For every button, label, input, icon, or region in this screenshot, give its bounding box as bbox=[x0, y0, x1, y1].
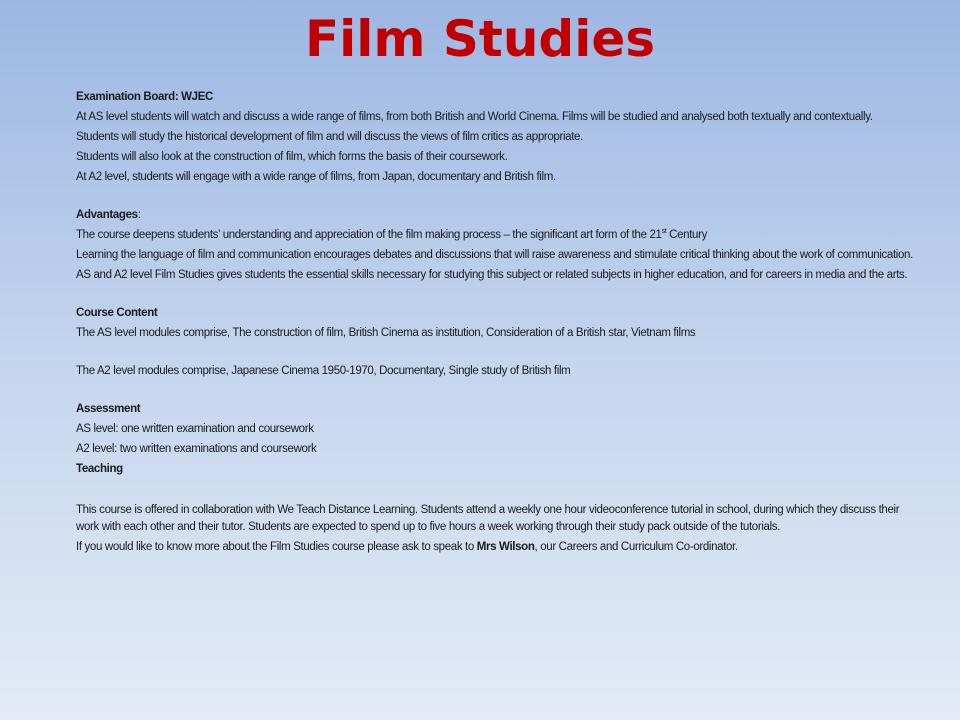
advantages-p1-text: The course deepens students’ understanding and appreciation of the film making process – the significant art form of the 21 bbox=[76, 229, 662, 241]
course-content-as: The AS level modules comprise, The construction of film, British Cinema as institution, Consideration of a British star, Vietnam films bbox=[76, 327, 696, 339]
assessment-a2: A2 level: two written examinations and coursework bbox=[76, 443, 317, 455]
teaching-p2-start: If you would like to know more about the Film Studies course please ask to speak to bbox=[76, 541, 477, 553]
contact-name: Mrs Wilson bbox=[476, 541, 535, 553]
course-content-a2: The A2 level modules comprise, Japanese Cinema 1950-1970, Documentary, Single study of British film bbox=[76, 365, 571, 377]
teaching-p2-end: , our Careers and Curriculum Co-ordinator. bbox=[534, 541, 738, 553]
spacer bbox=[76, 345, 922, 363]
spacer bbox=[76, 287, 922, 305]
exam-paragraph-3: Students will also look at the construction of film, which forms the basis of their coursework. bbox=[76, 151, 508, 163]
advantages-p1-end: Century bbox=[666, 229, 707, 241]
advantages-heading-line bbox=[76, 207, 922, 224]
teaching-paragraph-1: This course is offered in collaboration with We Teach Distance Learning. Students attend a weekly one hour videoconference tutorial in school, during which they discuss their work with each other and their tutor. Students are expected to spend up to five hours a week working through their study pack outside of the tutorials. bbox=[76, 504, 900, 533]
spacer bbox=[76, 189, 922, 207]
advantages-paragraph-3: AS and A2 level Film Studies gives students the essential skills necessary for studying this subject or related subjects in higher education, and for careers in media and the arts. bbox=[76, 269, 908, 281]
slide-body bbox=[76, 89, 922, 559]
spacer bbox=[76, 383, 922, 401]
exam-paragraph-2: Students will study the historical development of film and will discuss the views of film critics as appropriate. bbox=[76, 131, 583, 143]
teaching-paragraph-2 bbox=[76, 539, 922, 556]
course-content-heading: Course Content bbox=[76, 307, 158, 319]
spacer bbox=[76, 481, 922, 502]
exam-paragraph-4: At A2 level, students will engage with a wide range of films, from Japan, documentary and British film. bbox=[76, 171, 556, 183]
advantages-paragraph-2: Learning the language of film and communication encourages debates and discussions that will raise awareness and stimulate critical thinking about the work of communication. bbox=[76, 249, 913, 261]
page-title: Film Studies bbox=[304, 10, 656, 68]
exam-paragraph-1: At AS level students will watch and discuss a wide range of films, from both British and World Cinema. Films will be studied and analysed both textually and contextually. bbox=[76, 111, 873, 123]
exam-board-heading: Examination Board: WJEC bbox=[76, 91, 213, 103]
assessment-heading: Assessment bbox=[76, 403, 141, 415]
teaching-heading: Teaching bbox=[76, 463, 123, 475]
advantages-p1-superscript: st bbox=[661, 228, 667, 236]
advantages-paragraph-1 bbox=[76, 227, 922, 244]
assessment-as: AS level: one written examination and coursework bbox=[76, 423, 314, 435]
advantages-colon: : bbox=[137, 209, 141, 221]
advantages-heading: Advantages bbox=[76, 209, 138, 221]
